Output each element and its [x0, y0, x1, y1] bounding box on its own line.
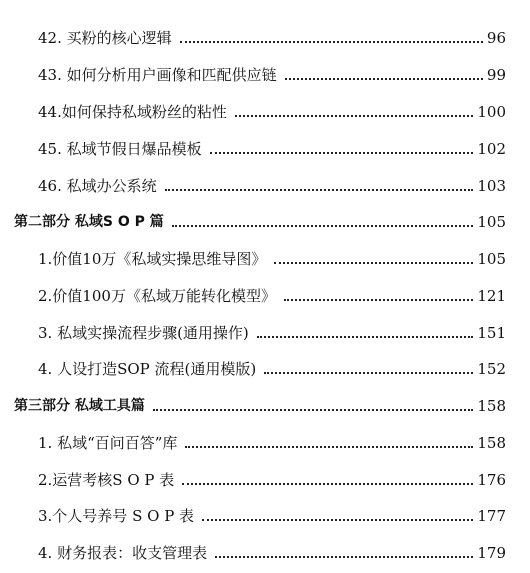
toc-section-title: 第二部分 私域S O P 篇 [14, 214, 164, 230]
dot-leader [285, 78, 483, 80]
dot-leader [182, 483, 473, 485]
toc-entry-title: 3.个人号养号 S O P 表 [38, 507, 195, 525]
toc-entry [38, 353, 506, 379]
toc-entry [38, 243, 506, 269]
dot-leader [180, 41, 483, 43]
toc-entry-title: 2.运营考核S O P 表 [38, 471, 175, 489]
toc-section-heading [14, 206, 506, 232]
toc-entry [38, 317, 506, 343]
toc-entry [38, 133, 506, 159]
toc-entry-title: 4. 财务报表：收支管理表 [38, 544, 208, 562]
toc-entry-page: 103 [477, 177, 506, 195]
dot-leader [172, 225, 474, 227]
toc-entry-title: 1. 私域“百问百答”库 [38, 434, 178, 452]
toc-entry-page: 151 [477, 324, 506, 342]
toc-entry-title: 1.价值10万《私域实操思维导图》 [38, 250, 267, 268]
toc-entry-page: 99 [486, 66, 506, 84]
dot-leader [257, 336, 474, 338]
toc-entry [38, 280, 506, 306]
toc-entry-page: 177 [477, 507, 506, 525]
toc-entry-page: 179 [477, 544, 506, 562]
toc-entry [38, 170, 506, 196]
toc-entry-page: 158 [477, 397, 506, 415]
dot-leader [185, 446, 473, 448]
toc-entry-title: 46. 私域办公系统 [38, 177, 157, 195]
dot-leader [235, 115, 474, 117]
toc-entry-title: 4. 人设打造SOP 流程(通用模版) [38, 360, 257, 378]
toc-entry-page: 102 [477, 140, 506, 158]
dot-leader [165, 189, 474, 191]
toc-entry [38, 96, 506, 122]
toc-entry [38, 537, 506, 563]
toc-entry-title: 44.如何保持私域粉丝的粘性 [38, 103, 227, 121]
toc-entry-title: 3. 私域实操流程步骤(通用操作) [38, 324, 249, 342]
dot-leader [284, 299, 473, 301]
toc-section-heading [14, 390, 506, 416]
toc-entry-title: 2.价值100万《私域万能转化模型》 [38, 287, 276, 305]
toc-entry-page: 96 [486, 29, 506, 47]
toc-entry [38, 427, 506, 453]
toc-entry-page: 105 [477, 213, 506, 231]
toc-entry-page: 100 [477, 103, 506, 121]
toc-entry [38, 500, 506, 526]
toc-entry-page: 158 [477, 434, 506, 452]
toc-entry-title: 45. 私域节假日爆品模板 [38, 140, 202, 158]
dot-leader [264, 372, 473, 374]
dot-leader [153, 409, 473, 411]
toc-entry [38, 464, 506, 490]
dot-leader [215, 556, 473, 558]
dot-leader [202, 519, 473, 521]
dot-leader [210, 152, 474, 154]
toc-entry [38, 59, 506, 85]
toc-entry-title: 43. 如何分析用户画像和匹配供应链 [38, 66, 277, 84]
toc-entry [38, 22, 506, 48]
toc-section-title: 第三部分 私域工具篇 [14, 398, 145, 414]
toc-entry-page: 152 [477, 360, 506, 378]
dot-leader [274, 262, 473, 264]
toc-entry-page: 105 [477, 250, 506, 268]
toc-entry-page: 176 [477, 471, 506, 489]
toc-entry-page: 121 [477, 287, 506, 305]
toc-entry-title: 42. 买粉的核心逻辑 [38, 29, 172, 47]
